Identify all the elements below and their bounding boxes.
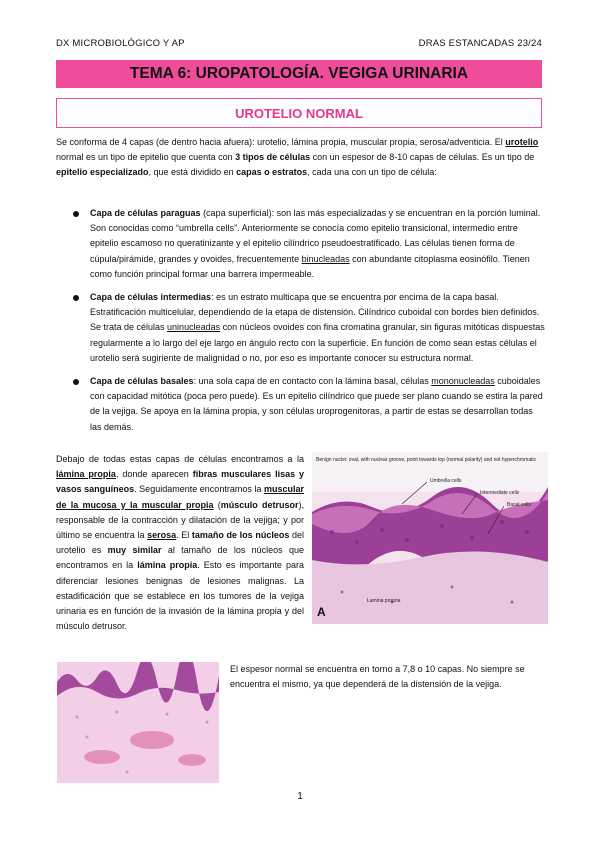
text: . El [176, 530, 192, 541]
label-lamina: Lamina propria [367, 598, 401, 604]
urothelium-histology-figure [312, 452, 548, 624]
bullet-underlined: mononucleadas [431, 376, 495, 387]
label-intermediate: Intermediate cells [480, 490, 520, 496]
term: lámina propia [137, 560, 198, 571]
lamina-propia-paragraph [56, 452, 304, 634]
bullet-title: Capa de células paraguas [90, 208, 201, 218]
list-item-basal [70, 374, 546, 435]
text: ), responsable de la contracción y dilatación de la vejiga; y por último se encuentra la [56, 499, 305, 541]
header-right: DRAS ESTANCADAS 23/24 [418, 38, 542, 49]
title-bar [56, 60, 542, 88]
term: músculo detrusor [220, 499, 299, 510]
bullet-underlined: binucleadas [301, 253, 350, 264]
section-heading-box [56, 98, 542, 128]
bullet-text: con núcleos ovoides con fina cromatina granular, sin figuras mitóticas dispuestas regularmente a lo largo del eje largo en ángulo recto con la superficie. En función de como sean estas células el urotelio será sugiriente de malignidad o no, por eso es importante conocer su estructura normal. [90, 322, 545, 363]
bullet-text: : es un estrato multicapa que se encuentra por encima de la capa basal. Estratificación multicelular, dependiendo de la etapa de distensión. Cilíndrico cuboidal con bordes bien definidos. Se trata de células [90, 292, 540, 333]
intro-text: , cada una con un tipo de célula: [307, 167, 437, 178]
intro-term-urotelio: urotelio [505, 137, 539, 147]
intro-paragraph [56, 135, 544, 181]
intro-term: epitelio especializado [56, 167, 149, 178]
label-basal: Basal cells [507, 502, 531, 508]
text: . Esto es importante para diferenciar lesiones benignas de lesiones malignas. La estadificación que se establece en los tumores de la vejiga urinaria es en función de la invasión de la lámina propia y del músculo detrusor. [56, 560, 304, 632]
term: muy similar [107, 545, 162, 556]
cell-layer-list [70, 206, 546, 443]
text: del urotelio es [56, 530, 304, 556]
bullet-text: (capa superficial): son las más especializadas y se encuentran en la porción luminal. Son conocidas como “umbrella cells”. Anteriormente se conocía como epitelio transicional, intermedio entre epitelio escamoso no queratinizante y el epitelio cilíndrico pseudoestratificado. Las células tienen forma de cúpula/pirámide, grandes y ovoides, frecuentemente [90, 208, 541, 264]
bullet-icon [73, 211, 79, 217]
text: ( [213, 499, 221, 510]
text: . Seguidamente encontramos la [134, 484, 264, 495]
intro-term: 3 tipos de células [235, 152, 311, 163]
term: tamaño de los núcleos [191, 530, 290, 541]
header-left: DX MICROBIOLÓGICO Y AP [56, 38, 185, 49]
text: Debajo de todas estas capas de células encontramos a la [56, 454, 304, 464]
term: fibras musculares lisas y vasos sanguíneos [56, 469, 305, 495]
intro-text: , que está dividido en [148, 167, 237, 178]
histology-image-lowpower [57, 662, 219, 783]
list-item-umbrella [70, 206, 546, 282]
intro-text: Se conforma de 4 capas (de dentro hacia afuera): urotelio, lámina propia, muscular propia, serosa/adventicia. El [56, 137, 506, 147]
intro-text: con un espesor de 8-10 capas de células. Es un tipo de [310, 152, 535, 163]
panel-letter: A [317, 605, 326, 619]
term: muscular de la mucosa y la muscular propia [56, 484, 305, 510]
text: al tamaño de los núcleos que encontramos en la [56, 545, 304, 571]
bladder-wall-histology-figure [57, 662, 219, 783]
page-number: 1 [297, 791, 303, 802]
bullet-underlined: uninucleadas [167, 322, 221, 333]
bullet-icon [73, 295, 79, 301]
histology-image [312, 452, 548, 624]
section-heading: UROTELIO NORMAL [235, 105, 363, 121]
term: lámina propia [56, 469, 116, 480]
page-title: TEMA 6: UROPATOLOGÍA. VEGIGA URINARIA [129, 65, 469, 82]
intro-text: normal es un tipo de epitelio que cuenta con [56, 152, 236, 163]
bullet-icon [73, 379, 79, 385]
figure-caption: Benign nuclei: oval, with nuclear groove, point towards top (normal polarity) and not hyperchromatic [316, 457, 537, 463]
list-item-intermediate [70, 290, 546, 366]
bullet-text: con abundante citoplasma eosinófilo. Tienen como función principal formar una barrera impermeable. [90, 253, 530, 279]
label-umbrella: Umbrella cells [430, 478, 462, 484]
thickness-paragraph: El espesor normal se encuentra en torno a 7,8 o 10 capas. No siempre se encuentra el mismo, ya que dependerá de la distensión de la vejiga. [230, 664, 525, 690]
bullet-text: : una sola capa de en contacto con la lámina basal, células [193, 376, 432, 387]
bullet-title: Capa de células basales [90, 376, 194, 387]
bullet-text: cuboidales con capacidad mitótica (poca pero puede). Es un epitelio cilíndrico que puede ser plano cuando se estira la pared de la vejiga. Se apoya en la lámina propia, y son células uroprogenitoras, a partir de estas se desarrollan todas las demás. [90, 376, 543, 432]
bullet-title: Capa de células intermedias [90, 292, 212, 303]
term: serosa [147, 530, 177, 541]
intro-term: capas o estratos [236, 167, 308, 178]
text: , donde aparecen [115, 469, 193, 480]
